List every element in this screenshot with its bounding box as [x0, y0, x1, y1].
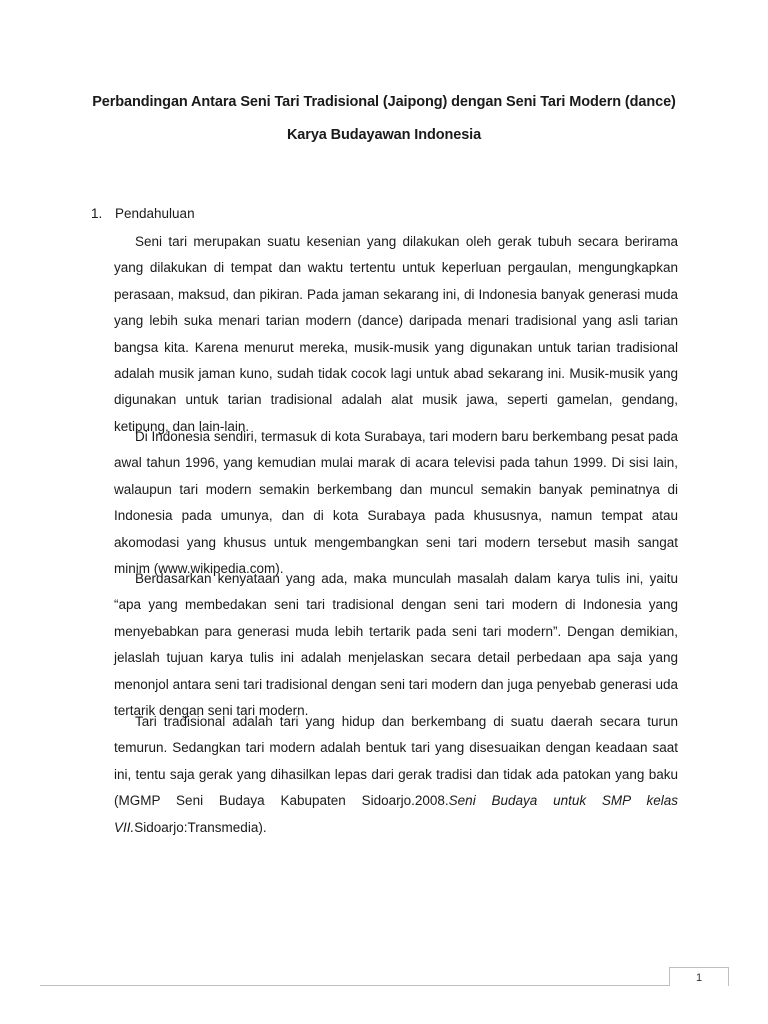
paragraph — [114, 424, 678, 582]
paragraph — [114, 709, 678, 841]
paragraph-text: Sidoarjo:Transmedia). — [134, 819, 267, 835]
citation-title: Seni Budaya untuk SMP kelas VII. — [114, 793, 679, 835]
paragraph — [114, 229, 678, 440]
section-title: Pendahuluan — [115, 206, 195, 221]
section-heading — [91, 206, 195, 221]
footer-divider — [40, 985, 728, 986]
paragraph — [114, 566, 678, 724]
document-title: Perbandingan Antara Seni Tari Tradisional (Jaipong) dengan Seni Tari Modern (dance) — [92, 94, 676, 110]
page-number: 1 — [669, 967, 729, 986]
paragraph-text: Di Indonesia sendiri, termasuk di kota Surabaya, tari modern baru berkembang pesat pada awal tahun 1996, yang kemudian mulai marak di acara televisi pada tahun 1999. Di sisi lain, walaupun tari modern semakin berkembang dan muncul semakin banyak peminatnya di Indonesia pada umunya, dan di kota Surabaya pada khususnya, namun tempat atau akomodasi yang khusus untuk mengembangkan seni tari modern tersebut masih sangat minim (www.wikipedia.com). — [114, 429, 678, 577]
section-number: 1. — [91, 206, 103, 221]
paragraph-text: Seni tari merupakan suatu kesenian yang dilakukan oleh gerak tubuh secara berirama yang dilakukan di tempat dan waktu tertentu untuk keperluan pergaulan, mengungkapkan perasaan, maksud, dan pikiran. Pada jaman sekarang ini, di Indonesia banyak generasi muda yang lebih suka menari tarian modern (dance) daripada menari tradisional yang asli tarian bangsa kita. Karena menurut mereka, musik-musik yang digunakan untuk tarian tradisional adalah musik jaman kuno, sudah tidak cocok lagi untuk abad sekarang ini. Musik-musik yang digunakan untuk tarian tradisional adalah alat musik jawa, seperti gamelan, gendang, ketipung, dan lain-lain. — [114, 234, 678, 434]
paragraph-text: Tari tradisional adalah tari yang hidup dan berkembang di suatu daerah secara turun temurun. Sedangkan tari modern adalah bentuk tari yang disesuaikan dengan keadaan saat ini, tentu saja gerak yang dihasilkan lepas dari gerak tradisi dan tidak ada patokan yang baku (MGMP Seni Budaya Kabupaten Sidoarjo.2008. — [114, 714, 678, 809]
document-subtitle: Karya Budayawan Indonesia — [286, 127, 482, 143]
paragraph-text: Berdasarkan kenyataan yang ada, maka munculah masalah dalam karya tulis ini, yaitu “apa yang membedakan seni tari tradisional dengan seni tari modern di Indonesia yang menyebabkan para generasi muda lebih tertarik pada seni tari modern”. Dengan demikian, jelaslah tujuan karya tulis ini adalah menjelaskan secara detail perbedaan apa saja yang menonjol antara seni tari tradisional dengan seni tari modern dan juga penyebab generasi uda tertarik dengan seni tari modern. — [114, 571, 678, 719]
